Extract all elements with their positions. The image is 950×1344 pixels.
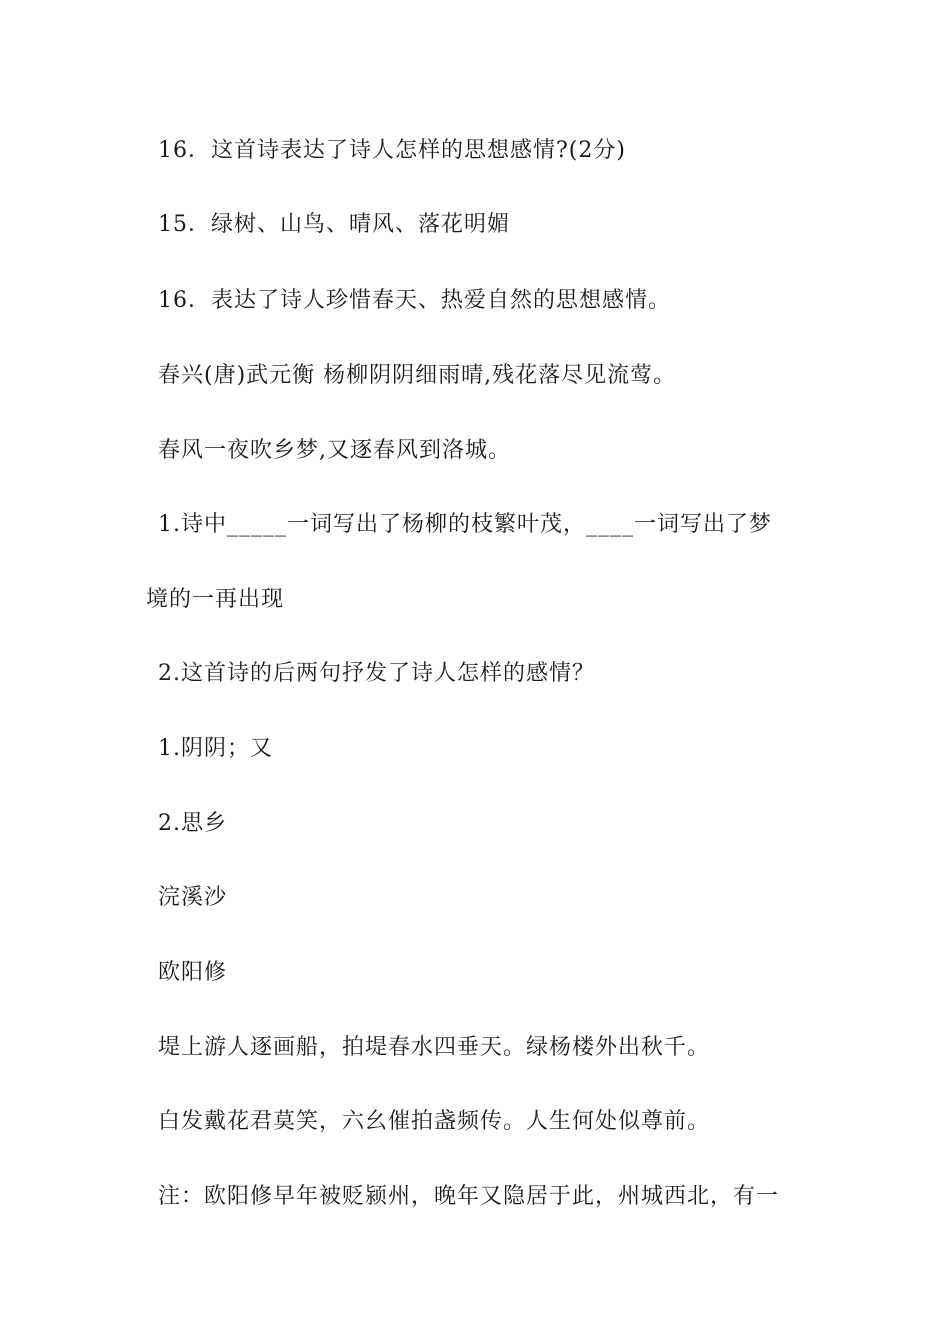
question-16: 16．这首诗表达了诗人怎样的思想感情?(2分) bbox=[158, 138, 626, 163]
answer-2: 2.思乡 bbox=[158, 811, 227, 836]
poem-title: 浣溪沙 bbox=[158, 885, 228, 910]
question-2: 2.这首诗的后两句抒发了诗人怎样的感情？ bbox=[158, 661, 595, 686]
poem-author: 欧阳修 bbox=[158, 960, 228, 985]
answer-16: 16．表达了诗人珍惜春天、热爱自然的思想感情。 bbox=[158, 288, 671, 313]
poem-chunxing-line-1: 春兴(唐)武元衡 杨柳阴阴细雨晴,残花落尽见流莺。 bbox=[158, 363, 677, 388]
poem-note: 注：欧阳修早年被贬颍州，晚年又隐居于此，州城西北，有一 bbox=[158, 1184, 780, 1209]
question-1: 1.诗中_____一词写出了杨柳的枝繁叶茂，____一词写出了梦 bbox=[158, 512, 772, 537]
poem-huanxisha-line-1: 堤上游人逐画船，拍堤春水四垂天。绿杨楼外出秋千。 bbox=[158, 1035, 711, 1060]
answer-1: 1.阴阴；又 bbox=[158, 736, 273, 761]
poem-chunxing-line-2: 春风一夜吹乡梦,又逐春风到洛城。 bbox=[158, 438, 511, 463]
poem-huanxisha-line-2: 白发戴花君莫笑，六幺催拍盏频传。人生何处似尊前。 bbox=[158, 1109, 711, 1134]
answer-15: 15．绿树、山鸟、晴风、落花明媚 bbox=[158, 212, 510, 237]
question-1-continued: 境的一再出现 bbox=[146, 587, 285, 612]
